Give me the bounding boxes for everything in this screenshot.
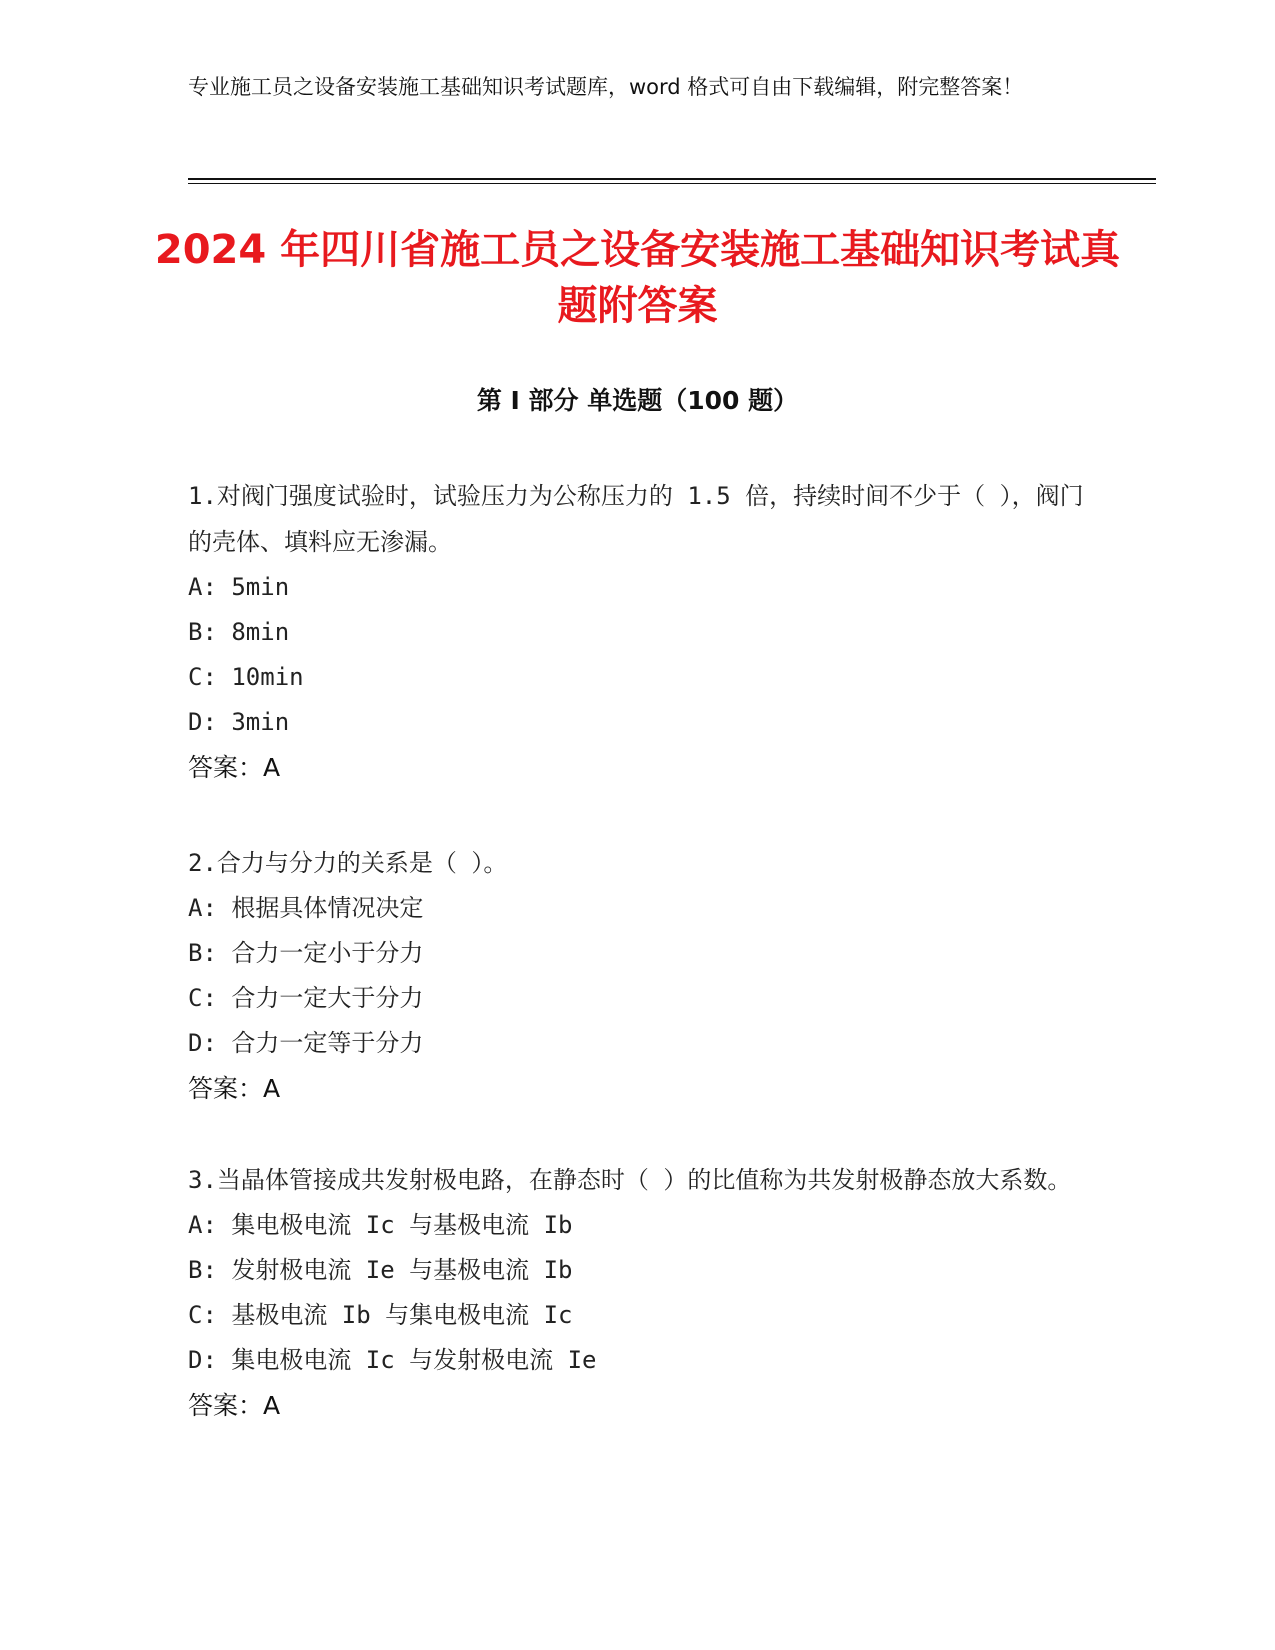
answer: 答案：A [188, 753, 281, 782]
header-note: 专业施工员之设备安装施工基础知识考试题库，word 格式可自由下载编辑，附完整答案！ [188, 75, 1024, 99]
option-c: C: 基极电流 Ib 与集电极电流 Ic [188, 1301, 573, 1329]
option-c: C: 10min [188, 663, 304, 691]
question-2 [188, 840, 1088, 1111]
option-a: A: 集电极电流 Ic 与基极电流 Ib [188, 1211, 573, 1239]
option-d: D: 集电极电流 Ic 与发射极电流 Ie [188, 1346, 597, 1374]
question-stem: 3.当晶体管接成共发射极电路，在静态时（ ）的比值称为共发射极静态放大系数。 [188, 1166, 1072, 1194]
section-title: 第 I 部分 单选题（100 题） [476, 386, 799, 415]
answer: 答案：A [188, 1074, 281, 1103]
question-stem: 2.合力与分力的关系是（ ）。 [188, 849, 508, 877]
question-3 [188, 1157, 1088, 1428]
header-divider-thick [188, 178, 1156, 180]
option-b: B: 发射极电流 Ie 与基极电流 Ib [188, 1256, 573, 1284]
answer: 答案：A [188, 1391, 281, 1420]
option-a: A: 根据具体情况决定 [188, 894, 424, 922]
option-d: D: 3min [188, 708, 290, 736]
option-b: B: 8min [188, 618, 290, 646]
option-a: A: 5min [188, 573, 290, 601]
header-divider-thin [188, 183, 1156, 184]
option-d: D: 合力一定等于分力 [188, 1029, 424, 1057]
option-c: C: 合力一定大于分力 [188, 984, 424, 1012]
question-1 [188, 473, 1088, 790]
option-b: B: 合力一定小于分力 [188, 939, 424, 967]
document-title: 2024 年四川省施工员之设备安装施工基础知识考试真题附答案 [154, 227, 1121, 329]
question-stem: 1.对阀门强度试验时，试验压力为公称压力的 1.5 倍，持续时间不少于（ ），阀门的壳体、填料应无渗漏。 [188, 482, 1084, 556]
